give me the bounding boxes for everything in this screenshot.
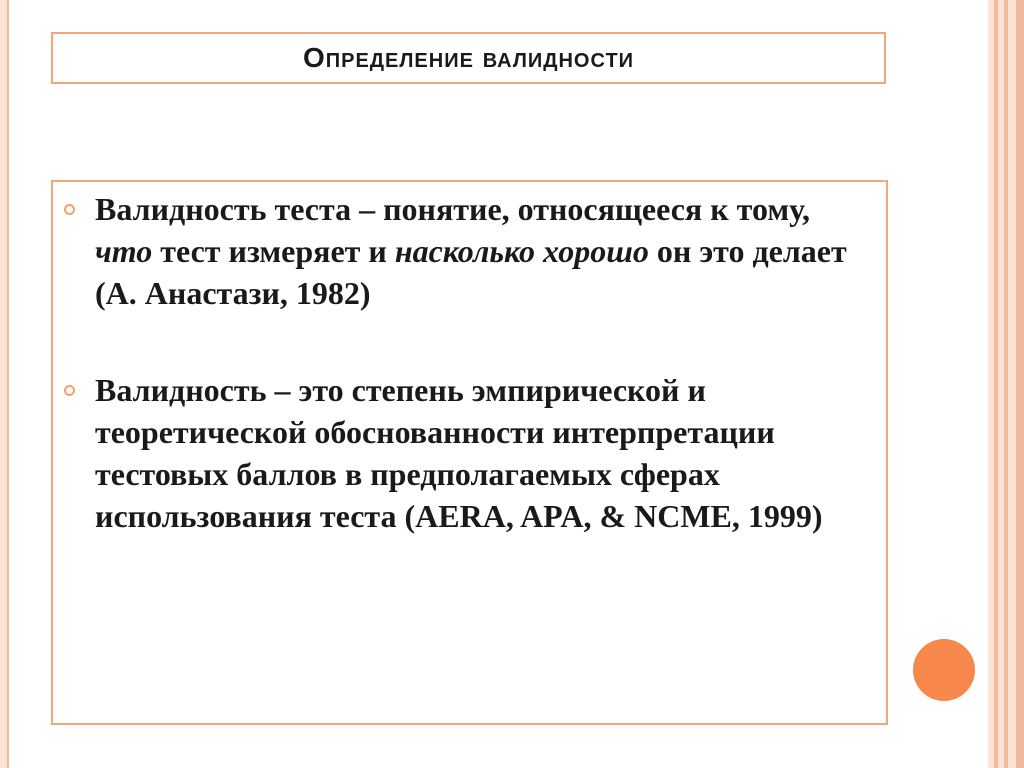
bullet-icon (64, 385, 75, 396)
right-stripe (1016, 0, 1024, 768)
bullet-text-segment: он это делает (А. Анастази, 1982) (95, 233, 847, 311)
right-stripe (988, 0, 994, 768)
decorative-circle-icon (913, 639, 975, 701)
bullet-text-segment: тест измеряет и (152, 233, 395, 269)
right-stripe (998, 0, 1004, 768)
bullet-icon (64, 204, 75, 215)
bullet-item (95, 369, 875, 537)
content-box (51, 180, 888, 725)
slide-title-box (51, 32, 886, 84)
bullet-text-italic: насколько хорошо (394, 233, 649, 269)
bullet-item (95, 188, 875, 314)
right-stripe (994, 0, 998, 768)
slide-title: Определение валидности (302, 42, 635, 73)
left-stripe-line (7, 0, 9, 768)
bullet-text-segment: Валидность теста – понятие, относящееся к тому, (95, 191, 810, 227)
bullet-text-segment: Валидность – это степень эмпирической и теоретической обоснованности интерпретации тестовых баллов в предполагаемых сферах использования теста (AERA, APA, & NCME, 1999) (95, 372, 823, 534)
right-stripe (1004, 0, 1008, 768)
right-stripe (1008, 0, 1016, 768)
left-stripe (0, 0, 7, 768)
bullet-text-italic: что (95, 233, 153, 269)
